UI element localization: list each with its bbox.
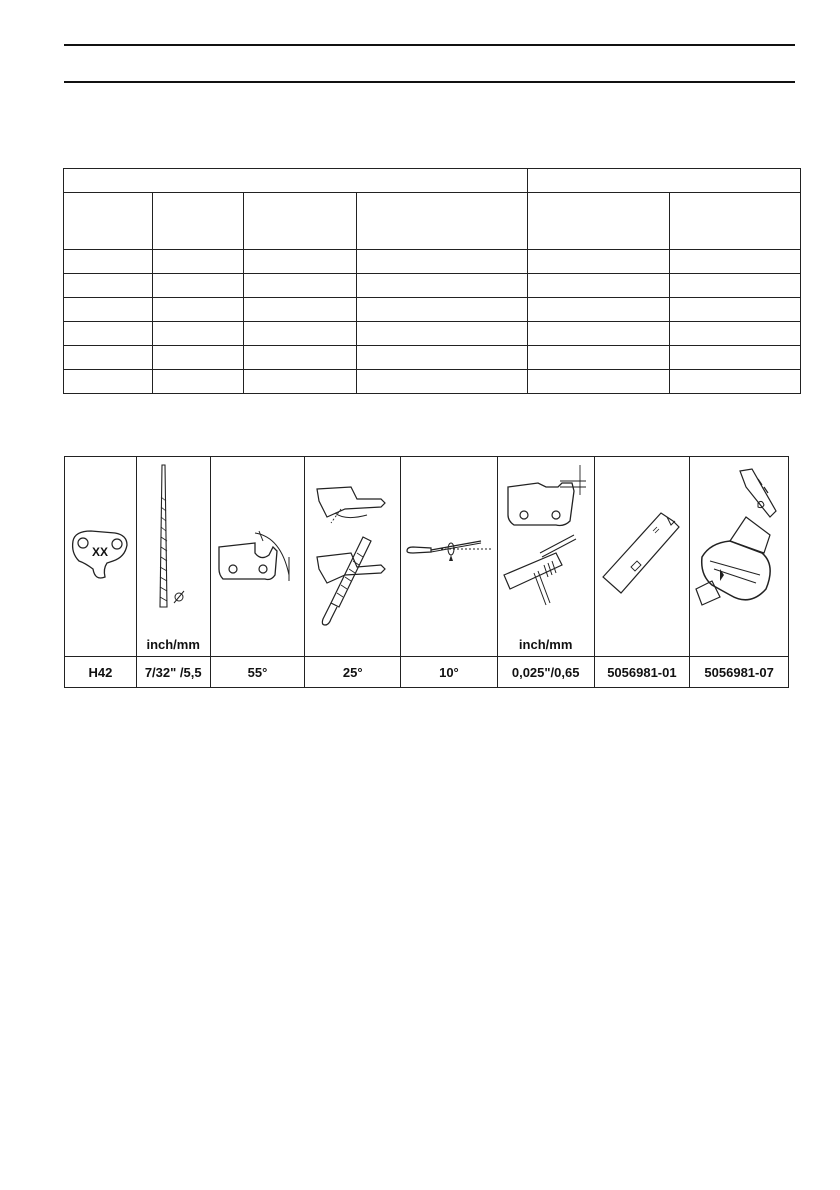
header-rule-top xyxy=(64,44,795,46)
chain-marking-value: H42 xyxy=(65,657,137,687)
chain-drive-link-cell xyxy=(65,457,137,656)
side-plate-angle-value: 55° xyxy=(211,657,306,687)
drive-link-label: XX xyxy=(91,545,109,559)
drive-link-icon xyxy=(65,457,137,656)
file-holder-cell xyxy=(690,457,788,656)
spec-header-cell xyxy=(528,193,670,250)
spec-table-group-header xyxy=(64,169,801,193)
file-tilt-icon xyxy=(401,457,498,656)
file-diameter-value: 7/32" /5,5 xyxy=(137,657,211,687)
table-row xyxy=(64,346,801,370)
sharpening-tool-table xyxy=(64,456,789,688)
depth-gauge-icon xyxy=(498,457,595,656)
gauge-plate-icon xyxy=(595,457,691,656)
top-plate-angle-value: 25° xyxy=(305,657,401,687)
side-plate-angle-cell xyxy=(211,457,306,656)
table-row xyxy=(64,298,801,322)
spec-header-cell xyxy=(64,193,153,250)
tool-illustration-row xyxy=(65,457,788,657)
round-file-icon xyxy=(137,457,211,656)
depth-gauge-unit-label: inch/mm xyxy=(518,637,573,652)
spec-header-cell xyxy=(153,193,244,250)
file-holder-icon xyxy=(690,457,788,656)
depth-gauge-tool-value: 5056981-01 xyxy=(595,657,691,687)
table-row xyxy=(64,250,801,274)
cutter-side-angle-icon xyxy=(211,457,306,656)
spec-header-cell xyxy=(670,193,801,250)
file-tilt-angle-cell xyxy=(401,457,498,656)
header-rule-second xyxy=(64,81,795,83)
spec-group-cell xyxy=(528,169,801,193)
round-file-cell xyxy=(137,457,211,656)
depth-gauge-cell xyxy=(498,457,595,656)
table-row xyxy=(64,370,801,394)
file-holder-value: 5056981-07 xyxy=(704,664,774,680)
file-unit-label: inch/mm xyxy=(146,637,200,652)
spec-table xyxy=(63,168,801,394)
spec-group-cell xyxy=(64,169,528,193)
tool-value-row xyxy=(65,657,788,687)
spec-header-cell xyxy=(244,193,357,250)
depth-gauge-setting-value: 0,025"/0,65 xyxy=(498,657,595,687)
top-plate-angle-cell xyxy=(305,457,401,656)
spec-header-cell xyxy=(357,193,528,250)
table-row xyxy=(64,322,801,346)
spec-table-column-header xyxy=(64,193,801,250)
table-row xyxy=(64,274,801,298)
cutter-top-angle-file-icon xyxy=(305,457,401,656)
file-tilt-angle-value: 10° xyxy=(401,657,498,687)
depth-gauge-tool-cell xyxy=(595,457,691,656)
